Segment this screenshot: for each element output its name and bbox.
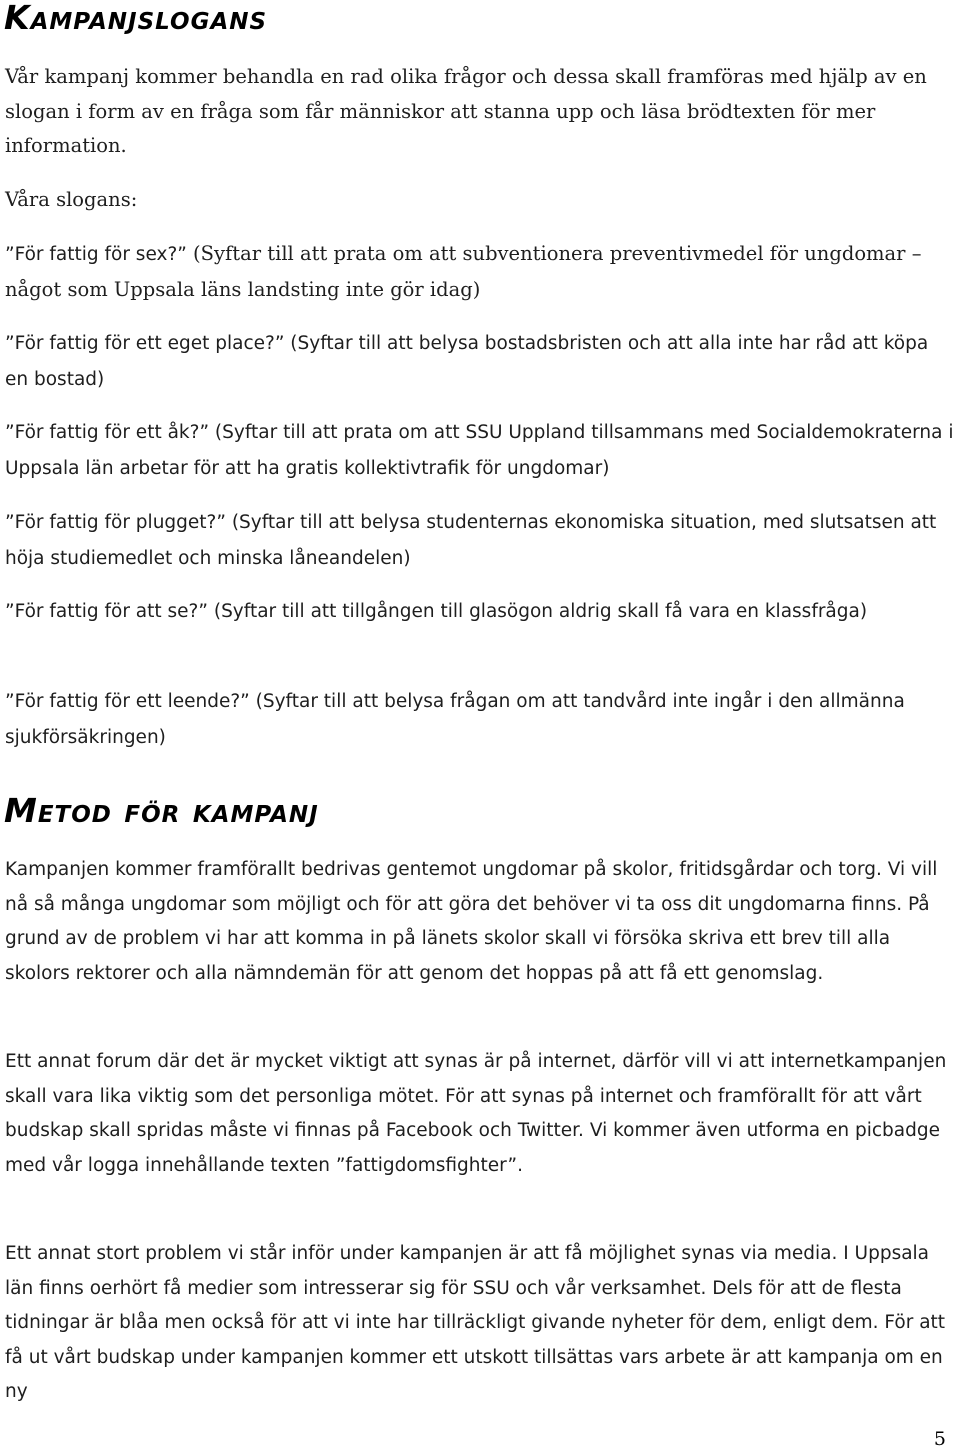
slogan-item: [5, 684, 957, 755]
slogan-item: [5, 326, 957, 397]
slogan-text: ”För fattig för ett åk?”: [5, 422, 210, 443]
slogan-text: ”För fattig för ett eget place?”: [5, 333, 285, 354]
slogans-label: Våra slogans:: [5, 188, 138, 211]
slogan-item: [5, 594, 957, 630]
slogan-item: [5, 415, 957, 486]
slogan-text: ”För fattig för att se?”: [5, 601, 208, 622]
body-paragraph: Ett annat stort problem vi står inför under kampanjen är att få möjlighet synas via media. I Uppsala län finns oerhört få medier som intresserar sig för SSU och vår verksamhet. Dels för att de flesta tidningar är blåa men också för att vi inte har tillräckligt givande nyheter för dem, enligt dem. För att få ut vårt budskap under kampanjen kommer ett utskott tillsättas vars arbete är att kampanja om en ny: [5, 1243, 946, 1402]
slogan-text: ”För fattig för sex?”: [5, 244, 187, 265]
slogan-explanation: (Syftar till att belysa frågan om att tandvård inte ingår i den allmänna sjukförsäkringen): [5, 691, 905, 748]
slogan-item: [5, 237, 957, 307]
slogan-explanation: (Syftar till att prata om att subventionera preventivmedel för ungdomar – något som Uppsala läns landsting inte gör idag): [5, 242, 922, 301]
body-paragraph: Kampanjen kommer framförallt bedrivas gentemot ungdomar på skolor, fritidsgårdar och torg. Vi vill nå så många ungdomar som möjligt och för att göra det behöver vi ta oss dit ungdomarna finns. På grund av de problem vi har att komma in på länets skolor skall vi försöka skriva ett brev till alla skolors rektorer och alla nämndemän för att genom det hoppas på att få ett genomslag.: [5, 859, 938, 984]
section-heading-metod: Metod för kampanj: [4, 791, 319, 830]
slogan-explanation: (Syftar till att belysa studenternas ekonomiska situation, med slutsatsen att höja studiemedlet och minska låneandelen): [5, 512, 937, 569]
slogan-explanation: (Syftar till att belysa bostadsbristen och att alla inte har råd att köpa en bostad): [5, 333, 929, 390]
slogan-text: ”För fattig för plugget?”: [5, 512, 226, 533]
intro-paragraph: Vår kampanj kommer behandla en rad olika frågor och dessa skall framföras med hjälp av en slogan i form av en fråga som får människor att stanna upp och läsa brödtexten för mer information.: [5, 65, 927, 157]
body-paragraph: Ett annat forum där det är mycket viktigt att synas är på internet, därför vill vi att internetkampanjen skall vara lika viktig som det personliga mötet. För att synas på internet och framförallt för att vårt budskap skall spridas måste vi finnas på Facebook och Twitter. Vi kommer även utforma en picbadge med vår logga innehållande texten ”fattigdomsfighter”.: [5, 1051, 947, 1176]
slogan-item: [5, 505, 957, 576]
slogan-explanation: (Syftar till att prata om att SSU Uppland tillsammans med Socialdemokraterna i Uppsala län arbetar för att ha gratis kollektivtrafik för ungdomar): [5, 422, 954, 479]
section-heading-kampanjslogans: Kampanjslogans: [4, 0, 268, 37]
slogan-explanation: (Syftar till att tillgången till glasögon aldrig skall få vara en klassfråga): [207, 601, 868, 622]
slogan-text: ”För fattig för ett leende?”: [5, 691, 250, 712]
page-number: 5: [933, 1428, 946, 1450]
